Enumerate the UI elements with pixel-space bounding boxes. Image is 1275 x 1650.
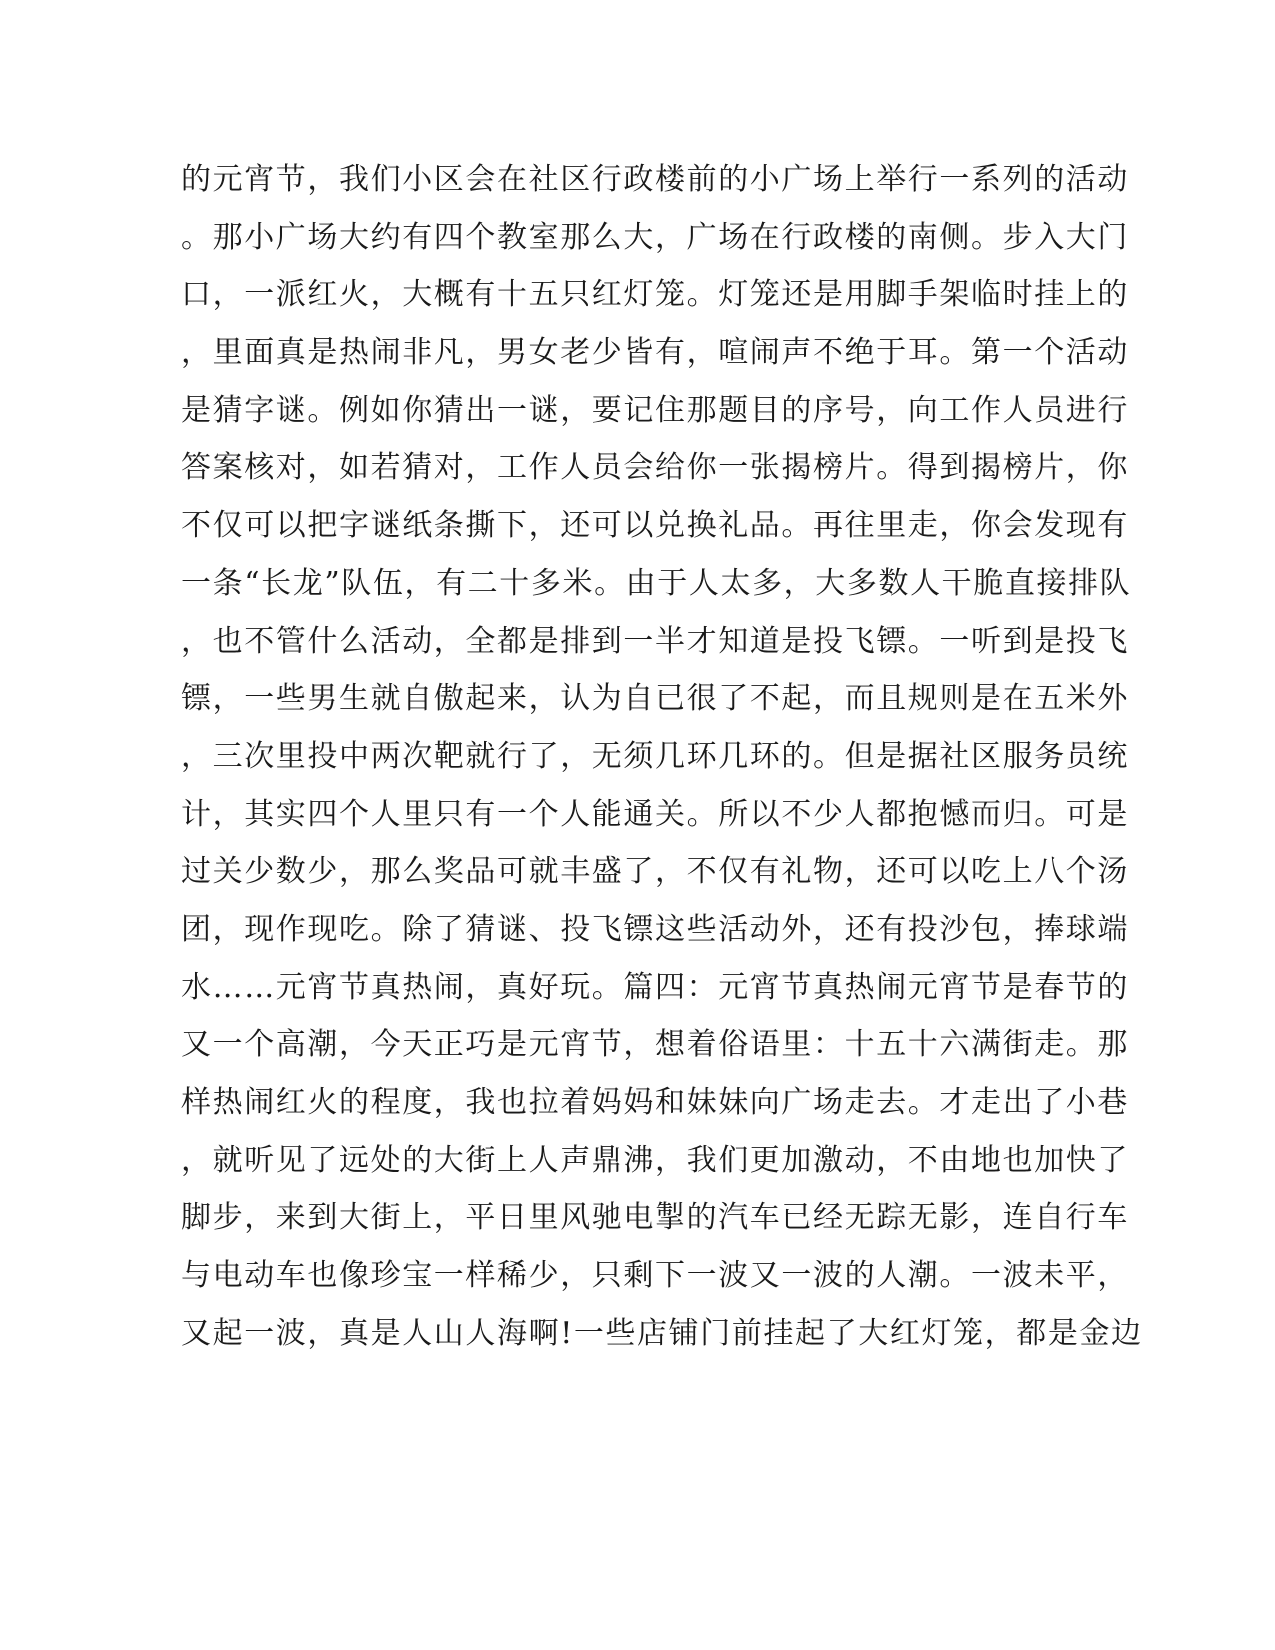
text-line: 镖，一些男生就自傲起来，认为自已很了不起，而且规则是在五米外 bbox=[181, 681, 1129, 717]
text-line: ，三次里投中两次靶就行了，无须几环几环的。但是据社区服务员统 bbox=[181, 738, 1129, 774]
text-line: 与电动车也像珍宝一样稀少，只剩下一波又一波的人潮。一波未平， bbox=[181, 1258, 1129, 1294]
text-line: 过关少数少，那么奖品可就丰盛了，不仅有礼物，还可以吃上八个汤 bbox=[181, 854, 1129, 890]
text-line: 。那小广场大约有四个教室那么大，广场在行政楼的南侧。步入大门 bbox=[181, 219, 1129, 255]
text-line: ，里面真是热闹非凡，男女老少皆有，喧闹声不绝于耳。第一个活动 bbox=[181, 335, 1129, 371]
text-line: 团，现作现吃。除了猜谜、投飞镖这些活动外，还有投沙包，捧球端 bbox=[181, 911, 1129, 947]
text-line: 答案核对，如若猜对，工作人员会给你一张揭榜片。得到揭榜片，你 bbox=[181, 450, 1129, 486]
text-line: 是猜字谜。例如你猜出一谜，要记住那题目的序号，向工作人员进行 bbox=[181, 392, 1129, 428]
text-line: 水……元宵节真热闹，真好玩。篇四：元宵节真热闹元宵节是春节的 bbox=[181, 969, 1129, 1005]
text-line: 脚步，来到大街上，平日里风驰电掣的汽车已经无踪无影，连自行车 bbox=[181, 1200, 1129, 1236]
text-line: 不仅可以把字谜纸条撕下，还可以兑换礼品。再往里走，你会发现有 bbox=[181, 508, 1129, 544]
text-line: 又一个高潮，今天正巧是元宵节，想着俗语里：十五十六满街走。那 bbox=[181, 1027, 1129, 1063]
text-line: ，也不管什么活动，全都是排到一半才知道是投飞镖。一听到是投飞 bbox=[181, 623, 1129, 659]
text-line: ，就听见了远处的大街上人声鼎沸，我们更加激动，不由地也加快了 bbox=[181, 1142, 1129, 1178]
text-line: 一条“长龙”队伍，有二十多米。由于人太多，大多数人干脆直接排队 bbox=[181, 565, 1132, 601]
text-line: 计，其实四个人里只有一个人能通关。所以不少人都抱憾而归。可是 bbox=[181, 796, 1129, 832]
text-line: 又起一波，真是人山人海啊!一些店铺门前挂起了大红灯笼，都是金边 bbox=[181, 1315, 1143, 1351]
body-text bbox=[181, 158, 1143, 1369]
text-line: 的元宵节，我们小区会在社区行政楼前的小广场上举行一系列的活动 bbox=[181, 162, 1129, 197]
text-line: 样热闹红火的程度，我也拉着妈妈和妹妹向广场走去。才走出了小巷 bbox=[181, 1085, 1129, 1120]
text-line: 口，一派红火，大概有十五只红灯笼。灯笼还是用脚手架临时挂上的 bbox=[181, 277, 1129, 313]
